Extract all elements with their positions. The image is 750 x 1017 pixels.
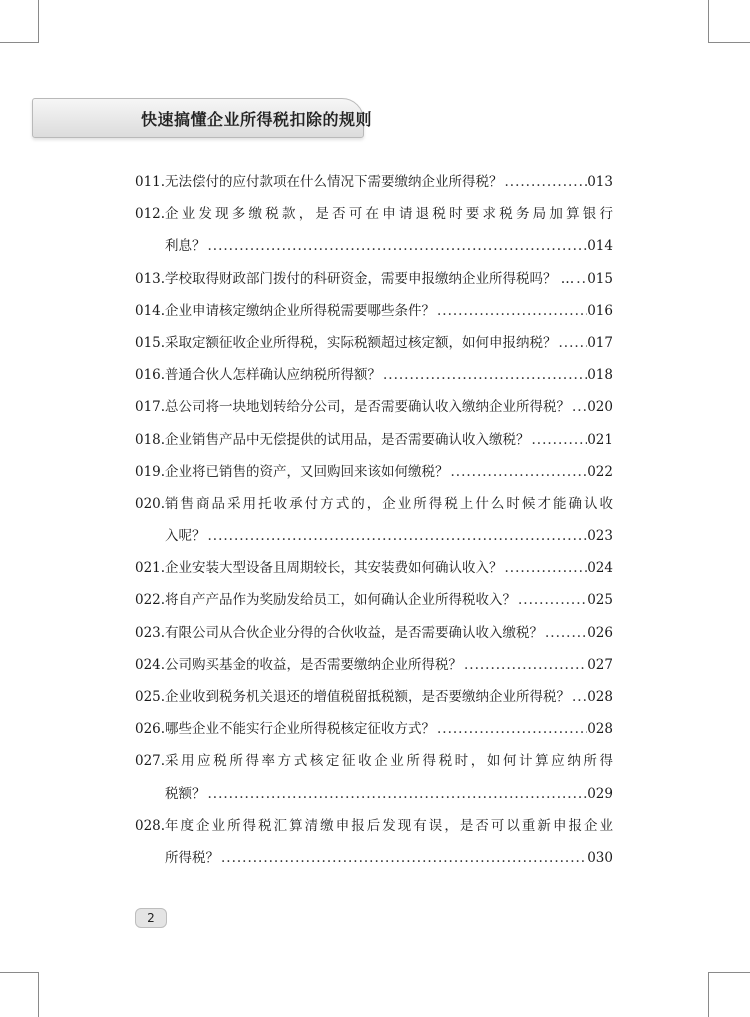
toc-entry[interactable]: [135, 745, 613, 809]
toc-entry-page: 029: [587, 785, 613, 802]
dot-leader: [381, 359, 587, 391]
dot-leader: [530, 424, 588, 456]
toc-entry-number: 013.: [135, 270, 166, 287]
toc-entry-number: 014.: [135, 302, 166, 319]
toc-entry-number: 026.: [135, 721, 166, 738]
toc-entry[interactable]: [135, 198, 613, 262]
toc-entry-number: 018.: [135, 431, 166, 448]
toc-entry-page: 017: [587, 334, 613, 351]
toc-entry-number: 021.: [135, 560, 166, 577]
dot-leader: [206, 520, 588, 552]
toc-entry-title: 利息？: [165, 238, 206, 255]
dot-leader: [503, 552, 588, 584]
toc-entry-title: 企业安装大型设备且周期较长，其安装费如何确认收入？: [165, 560, 503, 577]
dot-leader: [557, 327, 588, 359]
header-title: 快速搞懂企业所得税扣除的规则: [141, 110, 373, 129]
toc-entry-title: 将自产产品作为奖励发给员工，如何确认企业所得税收入？: [165, 592, 516, 609]
toc-entry-title: 入呢？: [165, 528, 206, 545]
toc-entry-page: 030: [587, 849, 613, 866]
toc-entry-title: 哪些企业不能实行企业所得税核定征收方式？: [165, 721, 435, 738]
toc-entry-page: 013: [587, 174, 613, 190]
crop-mark: [0, 42, 39, 43]
toc-entry-page: 016: [587, 302, 613, 319]
toc-entry-number: 016.: [135, 367, 166, 384]
toc-entry-title: 企业发现多缴税款，是否可在申请退税时要求税务局加算银行: [165, 206, 613, 223]
toc-entry-number: 027.: [135, 753, 166, 770]
toc-entry-number: 022.: [135, 592, 166, 609]
toc-entry-title: 税额？: [165, 785, 206, 802]
toc-entry[interactable]: [135, 391, 613, 423]
toc-entry[interactable]: [135, 263, 613, 295]
crop-mark: [708, 972, 709, 1017]
toc-entry-number: 024.: [135, 656, 166, 673]
toc-entry[interactable]: [135, 456, 613, 488]
toc-entry-title: 年度企业所得税汇算清缴申报后发现有误，是否可以重新申报企业: [165, 817, 613, 834]
toc-entry[interactable]: [135, 617, 613, 649]
toc-entry-number: 023.: [135, 624, 166, 641]
crop-mark: [708, 0, 709, 42]
toc-entry-page: 028: [587, 721, 613, 738]
toc-entry-title: 总公司将一块地划转给分公司，是否需要确认收入缴纳企业所得税？: [165, 399, 570, 416]
toc-entry[interactable]: [135, 488, 613, 552]
toc-entry-number: 012.: [135, 206, 166, 223]
toc-entry-page: 018: [587, 367, 613, 384]
toc-entry[interactable]: [135, 424, 613, 456]
toc-entry-number: 011.: [135, 174, 166, 190]
dot-leader: [462, 649, 587, 681]
toc-entry-number: 019.: [135, 463, 166, 480]
dot-leader: [543, 617, 587, 649]
toc-entry-page: 023: [587, 528, 613, 545]
toc-entry-number: 017.: [135, 399, 166, 416]
toc-entry-title: 所得税？: [165, 849, 219, 866]
toc-entry-title: 无法偿付的应付款项在什么情况下需要缴纳企业所得税？: [165, 174, 503, 190]
toc-entry[interactable]: [135, 295, 613, 327]
toc-entry-title: 公司购买基金的收益，是否需要缴纳企业所得税？: [165, 656, 462, 673]
toc-entry-title: 销售商品采用托收承付方式的，企业所得税上什么时候才能确认收: [165, 495, 613, 512]
crop-mark: [708, 972, 750, 973]
dot-leader: [435, 713, 587, 745]
toc-entry-title: 企业收到税务机关退还的增值税留抵税额，是否要缴纳企业所得税？: [165, 689, 570, 705]
toc-entry-page: 022: [587, 463, 613, 480]
toc-entry-title: 有限公司从合伙企业分得的合伙收益，是否需要确认收入缴税？: [165, 624, 543, 641]
toc-entry-title: 普通合伙人怎样确认应纳税所得额？: [165, 367, 381, 384]
toc-entry-title: 采用应税所得率方式核定征收企业所得税时，如何计算应纳所得: [165, 753, 613, 770]
toc-entry-page: 020: [587, 399, 613, 416]
dot-leader: [219, 842, 587, 874]
toc-entry[interactable]: [135, 649, 613, 681]
toc-entry-page: 024: [587, 560, 613, 577]
toc-entry[interactable]: [135, 327, 613, 359]
dot-leader: [574, 263, 587, 295]
toc-entry-title: 企业申请核定缴纳企业所得税需要哪些条件？: [165, 302, 435, 319]
toc-entry-number: 025.: [135, 689, 166, 705]
toc-entry-page: 014: [587, 238, 613, 255]
toc-entry-page: 026: [587, 624, 613, 641]
toc-entry[interactable]: [135, 681, 613, 713]
toc-entry-title: 采取定额征收企业所得税，实际税额超过核定额，如何申报纳税？: [165, 334, 557, 351]
page-number: 2: [135, 908, 167, 928]
toc-entry-number: 015.: [135, 334, 166, 351]
toc-entry[interactable]: [135, 552, 613, 584]
toc-entry-page: 021: [587, 431, 613, 448]
toc-entry[interactable]: [135, 810, 613, 874]
toc-entry-title: 学校取得财政部门拨付的科研资金，需要申报缴纳企业所得税吗？ …: [165, 270, 575, 287]
crop-mark: [0, 972, 39, 973]
dot-leader: [570, 391, 587, 423]
toc-entry[interactable]: [135, 359, 613, 391]
crop-mark: [38, 972, 39, 1017]
toc-entry[interactable]: [135, 166, 613, 198]
crop-mark: [38, 0, 39, 42]
table-of-contents: [135, 166, 613, 874]
toc-entry[interactable]: [135, 713, 613, 745]
dot-leader: [435, 295, 587, 327]
dot-leader: [206, 778, 588, 810]
toc-entry-number: 028.: [135, 817, 166, 834]
dot-leader: [570, 681, 587, 713]
toc-entry-title: 企业销售产品中无偿提供的试用品，是否需要确认收入缴税？: [165, 431, 530, 448]
dot-leader: [449, 456, 588, 488]
running-header: [32, 98, 373, 138]
dot-leader: [516, 584, 587, 616]
toc-entry-page: 025: [587, 592, 613, 609]
crop-mark: [708, 42, 750, 43]
toc-entry-page: 027: [587, 656, 613, 673]
toc-entry-page: 015: [587, 270, 613, 287]
toc-entry-page: 028: [587, 689, 613, 705]
toc-entry[interactable]: [135, 584, 613, 616]
dot-leader: [206, 230, 588, 262]
toc-entry-number: 020.: [135, 495, 166, 512]
toc-entry-title: 企业将已销售的资产，又回购回来该如何缴税？: [165, 463, 449, 480]
dot-leader: [503, 166, 588, 198]
